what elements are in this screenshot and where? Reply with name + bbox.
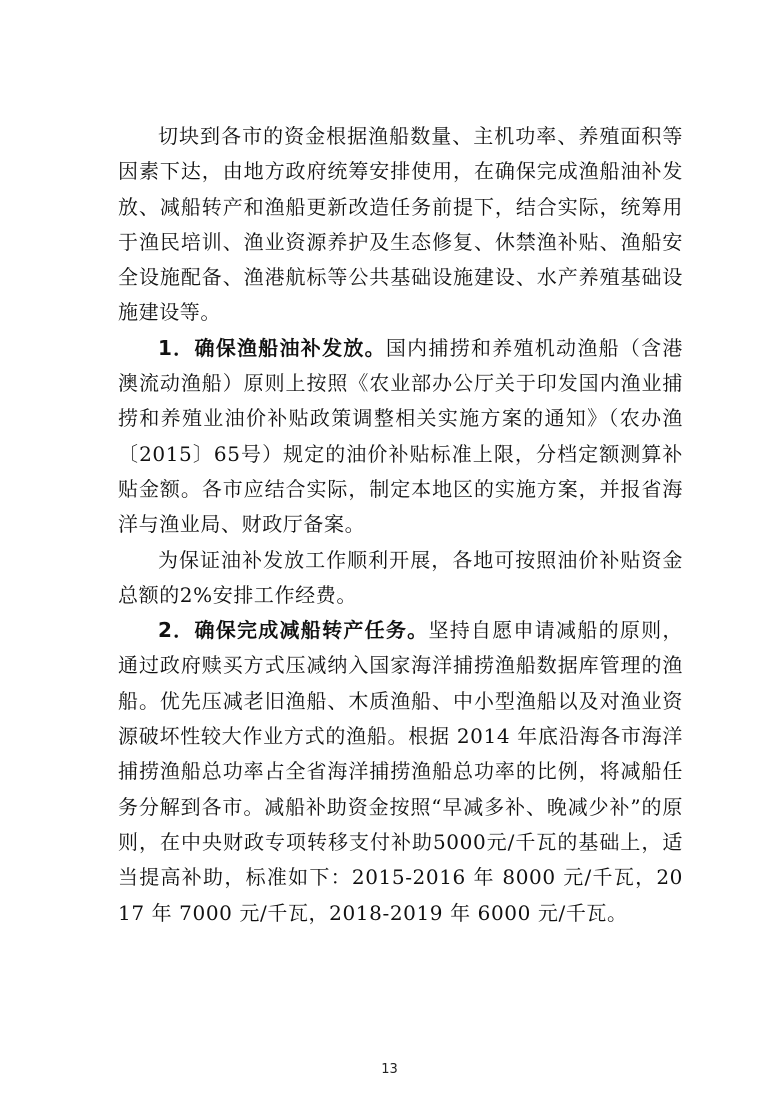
section-heading-vessel-reduction: 2．确保完成减船转产任务。 xyxy=(158,618,429,643)
section-heading-fuel-subsidy: 1．确保渔船油补发放。 xyxy=(158,335,386,360)
paragraph-vessel-reduction xyxy=(118,613,683,931)
paragraph-text: 国内捕捞和养殖机动渔船（含港澳流动渔船）原则上按照《农业部办公厅关于印发国内渔业捕捞和养殖业油价补贴政策调整相关实施方案的通知》（农办渔〔2015〕65号）规定的油价补贴标准上限，分档定额测算补贴金额。各市应结合实际，制定本地区的实施方案，并报省海洋与渔业局、财政厅备案。 xyxy=(118,335,683,537)
paragraph-text: 切块到各市的资金根据渔船数量、主机功率、养殖面积等因素下达，由地方政府统筹安排使用，在确保完成渔船油补发放、减船转产和渔船更新改造任务前提下，结合实际，统筹用于渔民培训、渔业资源养护及生态修复、休禁渔补贴、渔船安全设施配备、渔港航标等公共基础设施建设、水产养殖基础设施建设等。 xyxy=(118,124,683,325)
paragraph-work-funds xyxy=(118,543,683,614)
paragraph-fuel-subsidy xyxy=(118,331,683,543)
paragraph-text: 为保证油补发放工作顺利开展，各地可按照油价补贴资金总额的2%安排工作经费。 xyxy=(118,547,683,607)
body-text xyxy=(118,119,683,931)
paragraph-funding-allocation xyxy=(118,119,683,331)
page-number: 13 xyxy=(381,1062,398,1077)
paragraph-text: 坚持自愿申请减船的原则，通过政府赎买方式压减纳入国家海洋捕捞渔船数据库管理的渔船。优先压减老旧渔船、木质渔船、中小型渔船以及对渔业资源破坏性较大作业方式的渔船。根据 2014 年底沿海各市海洋捕捞渔船总功率占全省海洋捕捞渔船总功率的比例，将减船任务分解到各市。减船补助资金按照“早减多补、晚减少补”的原则，在中央财政专项转移支付补助5000元/千瓦的基础上，适当提高补助，标准如下：2015-2016 年 8000 元/千瓦，2017 年 7000 元/千瓦，2018-2019 年 6000 元/千瓦。 xyxy=(118,618,684,925)
